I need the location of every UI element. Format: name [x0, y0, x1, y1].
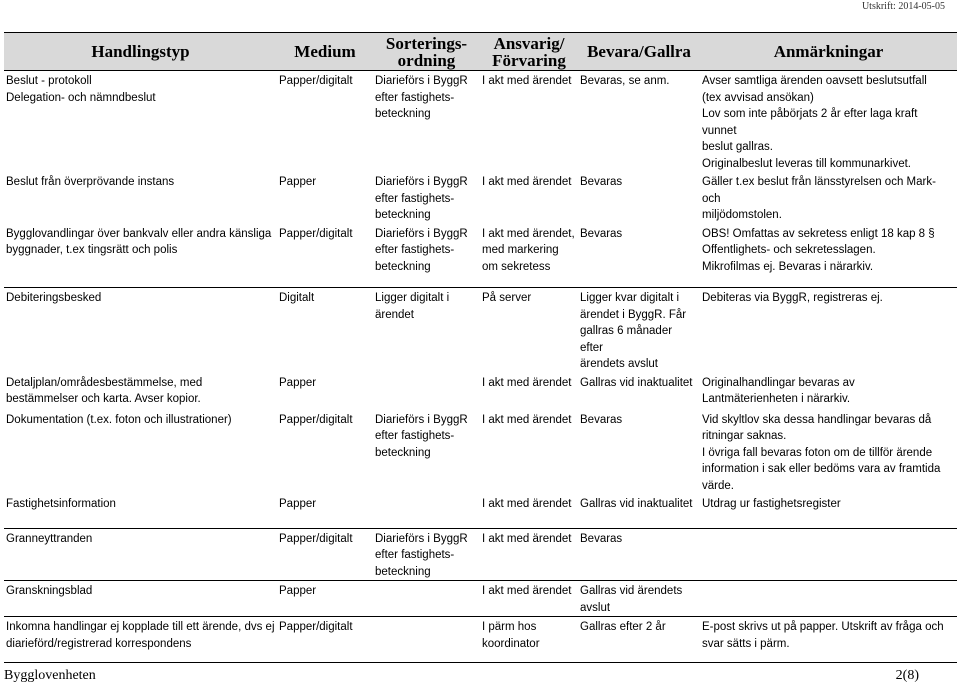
cell-anmarkningar — [700, 528, 957, 581]
cell-sortering — [373, 494, 480, 528]
cell-ansvarig: I pärm hos koordinator — [480, 617, 578, 657]
footer-department: Bygglovenheten — [4, 668, 96, 683]
cell-anmarkningar: Vid skyltlov ska dessa handlingar bevaras då ritningar saknas. I övriga fall bevaras foton om de tillför ärende information i sak eller bedöms vara av framtida värde. — [702, 413, 941, 492]
cell-ansvarig: I akt med ärendet — [480, 528, 578, 581]
cell-sortering: Ligger digitalt i ärendet — [373, 288, 480, 373]
cell-bevara: Bevaras, se anm. — [580, 75, 670, 87]
cell-medium: Digitalt — [277, 288, 373, 373]
cell-handlingstyp: Bygglovandlingar över bankvalv eller andra känsliga byggnader, t.ex tingsrätt och polis — [6, 227, 272, 256]
table-row — [4, 494, 957, 528]
cell-ansvarig: I akt med ärendet — [482, 176, 572, 188]
cell-bevara: Gallras vid inaktualitet — [580, 498, 693, 510]
cell-medium: Papper/digitalt — [277, 617, 373, 657]
cell-ansvarig: I akt med ärendet — [482, 75, 572, 87]
cell-anmarkningar: Gäller t.ex beslut från länsstyrelsen och Mark- och miljödomstolen. — [702, 176, 936, 221]
table-row — [4, 224, 957, 288]
cell-sortering: Diarieförs i ByggR efter fastighets- beteckning — [375, 176, 468, 221]
table-row — [4, 172, 957, 224]
page-number: 2(8) — [895, 668, 919, 683]
cell-medium: Papper — [279, 498, 317, 510]
header-medium: Medium — [277, 33, 373, 71]
cell-sortering: Diarieförs i ByggR efter fastighets- beteckning — [375, 413, 468, 459]
cell-bevara: Gallras vid inaktualitet — [580, 376, 693, 389]
table-row — [4, 71, 957, 173]
header-bevara: Bevara/Gallra — [578, 33, 700, 71]
cell-ansvarig: På server — [480, 288, 578, 373]
cell-bevara: Bevaras — [580, 227, 623, 240]
cell-bevara: Bevaras — [578, 528, 700, 581]
cell-ansvarig: I akt med ärendet — [482, 376, 572, 389]
cell-medium: Papper — [279, 176, 317, 188]
cell-sortering: Diarieförs i ByggR efter fastighets- beteckning — [375, 75, 468, 120]
cell-ansvarig: I akt med ärendet, med markering om sekretess — [482, 227, 575, 273]
cell-ansvarig: I akt med ärendet — [482, 498, 572, 510]
cell-anmarkningar: OBS! Omfattas av sekretess enligt 18 kap 8 § Offentlighets- och sekretesslagen. Mikrofilmas ej. Bevaras i närarkiv. — [702, 227, 935, 273]
cell-handlingstyp: Detaljplan/områdesbestämmelse, med bestämmelser och karta. Avser kopior. — [6, 376, 203, 405]
header-anmarkningar: Anmärkningar — [700, 33, 957, 71]
cell-bevara: Bevaras — [580, 176, 623, 188]
cell-handlingstyp: Fastighetsinformation — [6, 498, 116, 510]
header-handlingstyp: Handlingstyp — [4, 33, 277, 71]
cell-medium: Papper/digitalt — [279, 227, 353, 240]
cell-ansvarig: I akt med ärendet — [480, 581, 578, 617]
cell-handlingstyp: Dokumentation (t.ex. foton och illustrationer) — [6, 413, 232, 426]
cell-anmarkningar: Debiteras via ByggR, registreras ej. — [700, 288, 957, 373]
cell-medium: Papper/digitalt — [277, 528, 373, 581]
cell-medium: Papper/digitalt — [279, 75, 353, 87]
cell-handlingstyp: Granskningsblad — [4, 581, 277, 617]
cell-ansvarig: I akt med ärendet — [482, 413, 572, 426]
table-row — [4, 528, 957, 581]
cell-handlingstyp: Inkomna handlingar ej kopplade till ett ärende, dvs ej diarieförd/registrerad korrespondens — [4, 617, 277, 657]
cell-sortering: Diarieförs i ByggR efter fastighets- beteckning — [373, 528, 480, 581]
table-row — [4, 373, 957, 410]
cell-sortering: Diarieförs i ByggR efter fastighets- beteckning — [375, 227, 468, 273]
table-row — [4, 581, 957, 617]
cell-medium: Papper — [277, 581, 373, 617]
header-sortering: Sorterings- ordning — [373, 33, 480, 71]
header-ansvarig: Ansvarig/ Förvaring — [480, 33, 578, 71]
cell-medium: Papper/digitalt — [279, 413, 353, 426]
table-row — [4, 410, 957, 495]
cell-sortering — [373, 617, 480, 657]
cell-bevara: Gallras efter 2 år — [578, 617, 700, 657]
cell-bevara: Ligger kvar digitalt i ärendet i ByggR. Får gallras 6 månader efter ärendets avslut — [578, 288, 700, 373]
cell-anmarkningar — [700, 581, 957, 617]
cell-anmarkningar: E-post skrivs ut på papper. Utskrift av fråga och svar sätts i pärm. — [700, 617, 957, 657]
print-date: Utskrift: 2014-05-05 — [861, 1, 945, 12]
table-row — [4, 288, 957, 373]
table-row — [4, 617, 957, 657]
cell-bevara: Gallras vid ärendets avslut — [578, 581, 700, 617]
records-table — [4, 32, 957, 657]
header-row — [4, 33, 957, 71]
cell-handlingstyp: Granneyttranden — [4, 528, 277, 581]
cell-sortering — [373, 581, 480, 617]
cell-anmarkningar: Avser samtliga ärenden oavsett beslutsutfall (tex avvisad ansökan) Lov som inte påbörjats 2 år efter laga kraft vunnet beslut gallras. Originalbeslut leveras till kommunarkivet. — [702, 75, 927, 170]
cell-anmarkningar: Utdrag ur fastighetsregister — [702, 498, 841, 510]
cell-medium: Papper — [279, 376, 317, 389]
cell-handlingstyp: Beslut från överprövande instans — [6, 176, 175, 188]
cell-anmarkningar: Originalhandlingar bevaras av Lantmäterienheten i närarkiv. — [702, 376, 855, 405]
cell-handlingstyp: Beslut - protokoll Delegation- och nämndbeslut — [6, 75, 156, 104]
footer-divider — [4, 662, 957, 663]
cell-sortering — [373, 373, 480, 410]
cell-bevara: Bevaras — [580, 413, 623, 426]
cell-handlingstyp: Debiteringsbesked — [4, 288, 277, 373]
